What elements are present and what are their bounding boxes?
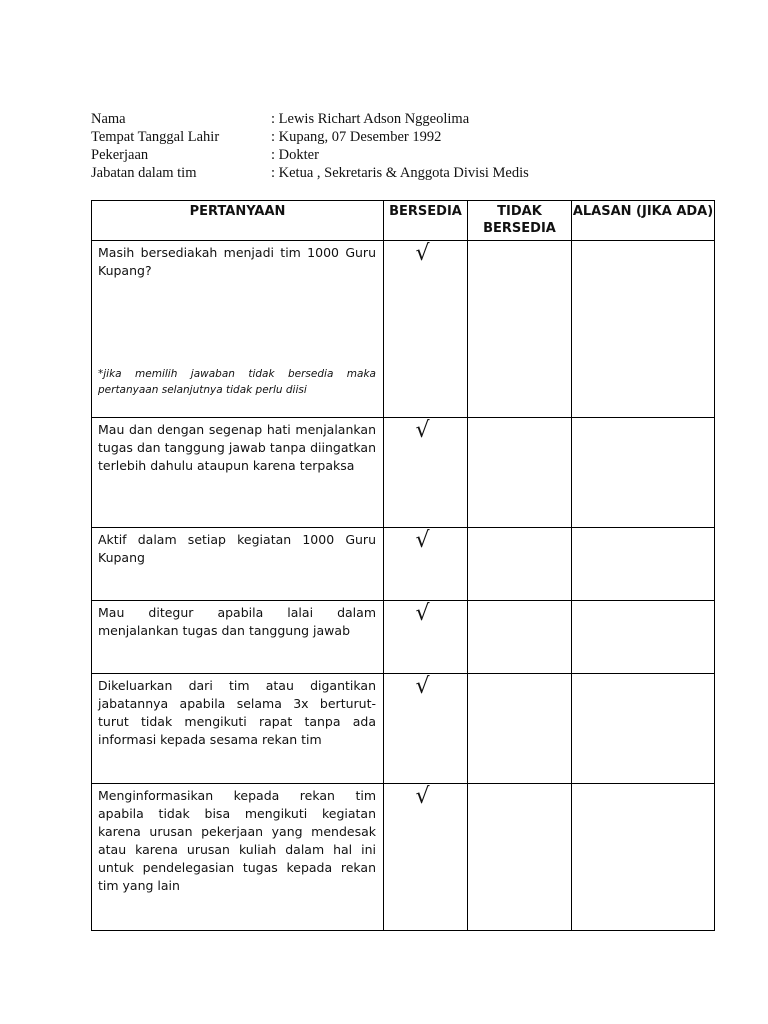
bersedia-cell[interactable] [384,418,468,528]
info-value: : Kupang, 07 Desember 1992 [271,129,442,145]
tidak-bersedia-cell[interactable] [468,241,572,418]
info-value: : Lewis Richart Adson Nggeolima [271,111,470,127]
alasan-cell[interactable] [572,784,715,931]
question-cell [92,674,384,784]
question-cell [92,601,384,674]
header-tidak-bersedia: TIDAK BERSEDIA [468,201,572,241]
alasan-cell[interactable] [572,601,715,674]
tidak-bersedia-cell[interactable] [468,418,572,528]
tidak-bersedia-cell[interactable] [468,601,572,674]
question-cell [92,241,384,418]
info-value: : Ketua , Sekretaris & Anggota Divisi Medis [271,165,529,181]
question-cell [92,528,384,601]
bersedia-cell[interactable] [384,674,468,784]
info-label: Jabatan dalam tim [91,165,197,181]
question-cell [92,418,384,528]
table-row [92,784,715,931]
question-text: Aktif dalam setiap kegiatan 1000 Guru Kupang [98,532,376,565]
alasan-cell[interactable] [572,528,715,601]
question-text: Menginformasikan kepada rekan tim apabila tidak bisa mengikuti kegiatan karena urusan pekerjaan yang mendesak atau karena urusan kuliah dalam hal ini untuk pendelegasian tugas kepada rekan tim yang lain [98,788,376,893]
info-row-ttl [91,128,529,146]
question-text: Mau ditegur apabila lalai dalam menjalankan tugas dan tanggung jawab [98,605,376,638]
header-alasan: ALASAN (JIKA ADA) [572,201,715,241]
bersedia-cell[interactable] [384,528,468,601]
info-row-jabatan [91,164,529,182]
table-row [92,674,715,784]
table-row [92,418,715,528]
table-row [92,601,715,674]
header-pertanyaan: PERTANYAAN [92,201,384,241]
question-text: Dikeluarkan dari tim atau digantikan jabatannya apabila selama 3x berturut-turut tidak mengikuti rapat tanpa ada informasi kepada sesama rekan tim [98,678,376,747]
table-row [92,528,715,601]
bersedia-cell[interactable] [384,601,468,674]
table-header-row [92,201,715,241]
checkmark-icon: √ [415,241,430,266]
alasan-cell[interactable] [572,674,715,784]
checkmark-icon: √ [415,528,430,553]
checkmark-icon: √ [415,674,430,699]
header-bersedia: BERSEDIA [384,201,468,241]
info-label: Pekerjaan [91,147,149,163]
question-note: *jika memilih jawaban tidak bersedia maka pertanyaan selanjutnya tidak perlu diisi [98,368,376,396]
bersedia-cell[interactable] [384,241,468,418]
question-cell [92,784,384,931]
personal-info [91,110,529,182]
question-text: Masih bersediakah menjadi tim 1000 Guru Kupang? [98,245,376,278]
alasan-cell[interactable] [572,241,715,418]
question-text: Mau dan dengan segenap hati menjalankan tugas dan tanggung jawab tanpa diingatkan terlebih dahulu ataupun karena terpaksa [98,422,376,473]
tidak-bersedia-cell[interactable] [468,784,572,931]
questionnaire-table [91,200,715,931]
bersedia-cell[interactable] [384,784,468,931]
tidak-bersedia-cell[interactable] [468,674,572,784]
info-label: Tempat Tanggal Lahir [91,129,220,145]
table-row [92,241,715,418]
info-row-nama [91,110,529,128]
info-row-pekerjaan [91,146,529,164]
info-label: Nama [91,111,126,127]
checkmark-icon: √ [415,784,430,809]
alasan-cell[interactable] [572,418,715,528]
checkmark-icon: √ [415,418,430,443]
checkmark-icon: √ [415,601,430,626]
tidak-bersedia-cell[interactable] [468,528,572,601]
info-value: : Dokter [271,147,319,163]
